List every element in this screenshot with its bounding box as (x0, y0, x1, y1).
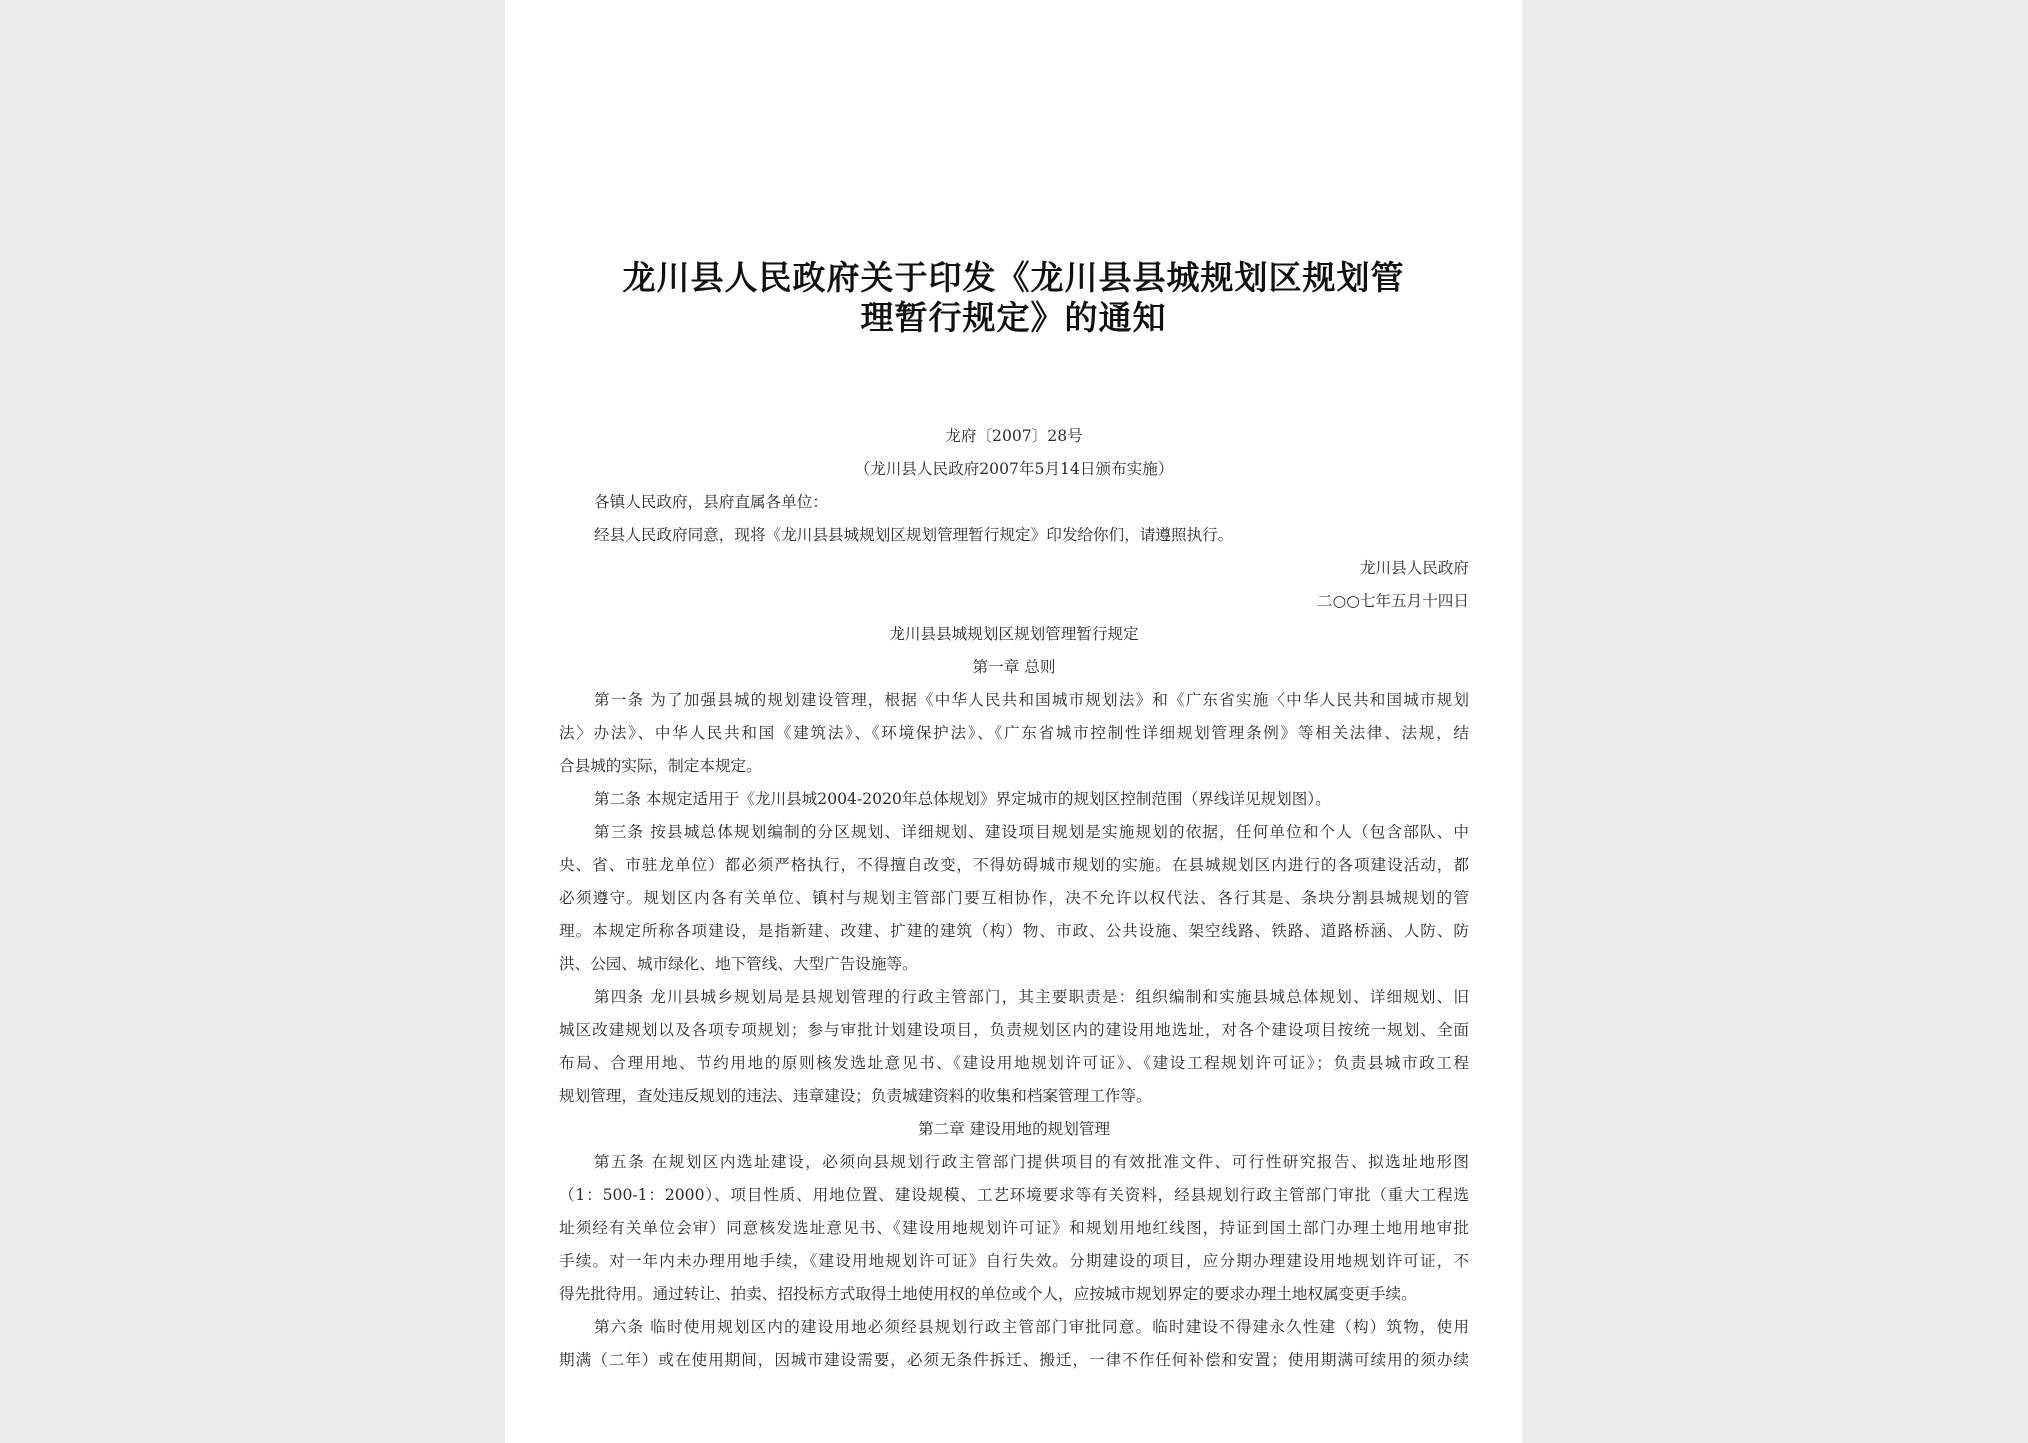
title-line-2: 理暂行规定》的通知 (860, 298, 1167, 337)
document-title (595, 258, 1432, 338)
doc-number: 龙府〔2007〕28号 (945, 427, 1083, 445)
article-line: 手续。对一年内未办理用地手续，《建设用地规划许可证》自行失效。分期建设的项目，应分期办理建设用地规划许可证，不 (559, 1252, 1469, 1270)
article-1 (559, 684, 1469, 783)
addressee: 各镇人民政府，县府直属各单位： (594, 493, 828, 511)
article-line: 第四条 龙川县城乡规划局是县规划管理的行政主管部门，其主要职责是：组织编制和实施县城总体规划、详细规划、旧 (594, 988, 1469, 1006)
article-line: 址须经有关单位会审）同意核发选址意见书、《建设用地规划许可证》和规划用地红线图，持证到国土部门办理土地用地审批 (559, 1219, 1469, 1237)
article-line: 得先批待用。通过转让、拍卖、招投标方式取得土地使用权的单位或个人，应按城市规划界定的要求办理土地权属变更手续。 (559, 1285, 1417, 1303)
issue-note: （龙川县人民政府2007年5月14日颁布实施） (854, 460, 1174, 478)
article-line: 第六条 临时使用规划区内的建设用地必须经县规划行政主管部门审批同意。临时建设不得建永久性建（构）筑物，使用 (594, 1318, 1469, 1336)
article-line: 城区改建规划以及各项专项规划；参与审批计划建设项目，负责规划区内的建设用地选址，对各个建设项目按统一规划、全面 (559, 1021, 1469, 1039)
article-line: 布局、合理用地、节约用地的原则核发选址意见书、《建设用地规划许可证》、《建设工程规划许可证》；负责县城市政工程 (559, 1054, 1469, 1072)
document-page (505, 0, 1522, 1443)
intro-paragraph: 经县人民政府同意，现将《龙川县县城规划区规划管理暂行规定》印发给你们，请遵照执行。 (594, 526, 1234, 544)
article-line: 期满（二年）或在使用期间，因城市建设需要，必须无条件拆迁、搬迁，一律不作任何补偿和安置；使用期满可续用的须办续 (559, 1351, 1469, 1369)
article-line: （1：500-1：2000）、项目性质、用地位置、建设规模、工艺环境要求等有关资料，经县规划行政主管部门审批（重大工程选 (559, 1186, 1469, 1204)
document-body (559, 420, 1469, 1377)
article-line: 洪、公园、城市绿化、地下管线、大型广告设施等。 (559, 955, 918, 973)
article-2 (559, 783, 1469, 816)
document-date: 二○○七年五月十四日 (1317, 592, 1469, 610)
article-line: 第一条 为了加强县城的规划建设管理，根据《中华人民共和国城市规划法》和《广东省实施〈中华人民共和国城市规划 (594, 691, 1469, 709)
article-line: 第五条 在规划区内选址建设，必须向县规划行政主管部门提供项目的有效批准文件、可行性研究报告、拟选址地形图 (594, 1153, 1469, 1171)
article-line: 第二条 本规定适用于《龙川县城2004-2020年总体规划》界定城市的规划区控制范围（界线详见规划图）。 (594, 790, 1331, 808)
article-line: 理。本规定所称各项建设，是指新建、改建、扩建的建筑（构）物、市政、公共设施、架空线路、铁路、道路桥涵、人防、防 (559, 922, 1469, 940)
chapter-heading-2: 第二章 建设用地的规划管理 (917, 1120, 1111, 1138)
article-6 (559, 1311, 1469, 1377)
signature: 龙川县人民政府 (1359, 559, 1469, 577)
article-line: 合县城的实际，制定本规定。 (559, 757, 762, 775)
article-line: 规划管理，查处违反规划的违法、违章建设；负责城建资料的收集和档案管理工作等。 (559, 1087, 1152, 1105)
article-line: 法〉办法》、中华人民共和国《建筑法》、《环境保护法》、《广东省城市控制性详细规划管理条例》等相关法律、法规，结 (559, 724, 1469, 742)
article-4 (559, 981, 1469, 1113)
title-line-1: 龙川县人民政府关于印发《龙川县县城规划区规划管 (622, 258, 1405, 297)
article-5 (559, 1146, 1469, 1311)
article-line: 第三条 按县城总体规划编制的分区规划、详细规划、建设项目规划是实施规划的依据，任何单位和个人（包含部队、中 (594, 823, 1469, 841)
regulation-title: 龙川县县城规划区规划管理暂行规定 (889, 625, 1139, 643)
article-3 (559, 816, 1469, 981)
article-line: 必须遵守。规划区内各有关单位、镇村与规划主管部门要互相协作，决不允许以权代法、各行其是、条块分割县城规划的管 (559, 889, 1469, 907)
chapter-heading-1: 第一章 总则 (972, 658, 1056, 676)
article-line: 央、省、市驻龙单位）都必须严格执行，不得擅自改变，不得妨碍城市规划的实施。在县城规划区内进行的各项建设活动，都 (559, 856, 1469, 874)
